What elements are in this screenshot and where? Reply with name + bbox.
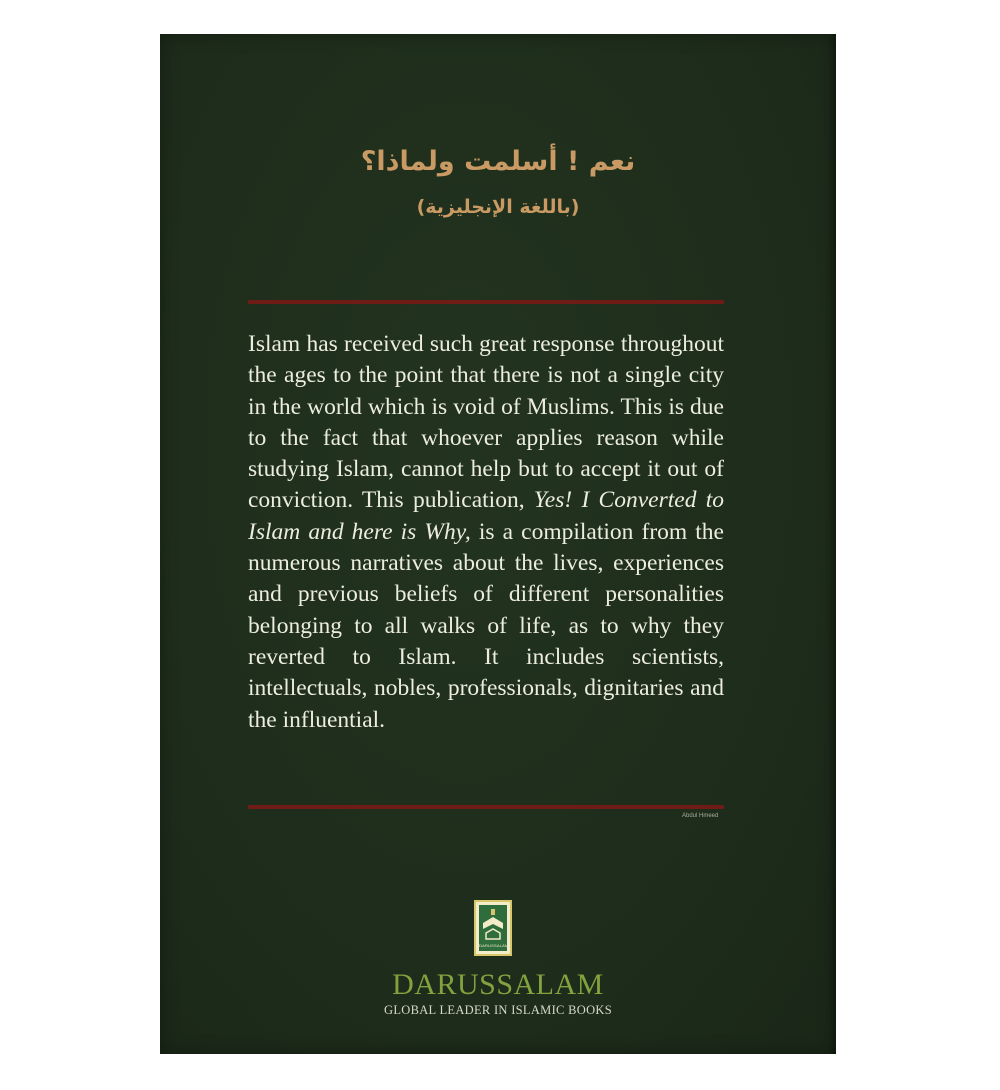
arabic-subtitle: (باللغة الإنجليزية): [416, 196, 580, 218]
logo-emblem: [479, 905, 507, 951]
designer-signature: Abdul Hmeed: [682, 813, 719, 819]
top-divider: [248, 300, 724, 304]
cover-edge-shadow: [828, 34, 836, 1054]
logo-wordmark: DARUSSALAM: [479, 943, 509, 948]
publisher-logo-icon: [474, 900, 512, 956]
publisher-tagline: GLOBAL LEADER IN ISLAMIC BOOKS: [384, 1003, 612, 1017]
description-rest: is a compilation from the numerous narratives about the lives, experiences and previous beliefs of different personalities belonging to all walks of life, as to why they reverted to Islam. It includes scientists, intellectuals, nobles, professionals, dignitaries and the influential.: [248, 518, 724, 733]
arabic-title: نعم ! أسلمت ولماذا؟: [360, 146, 636, 177]
bottom-divider: [248, 805, 724, 809]
publisher-name: DARUSSALAM: [392, 968, 604, 1001]
description-text: [248, 329, 724, 736]
description-intro: Islam has received such great response throughout the ages to the point that there is not a single city in the world which is void of Muslims. This is due to the fact that whoever applies reason while studying Islam, cannot help but to accept it out of conviction. This publication,: [248, 331, 724, 514]
book-title-italic: Yes! I Converted to Islam and here is Why,: [248, 487, 724, 545]
book-back-cover: [160, 34, 836, 1054]
